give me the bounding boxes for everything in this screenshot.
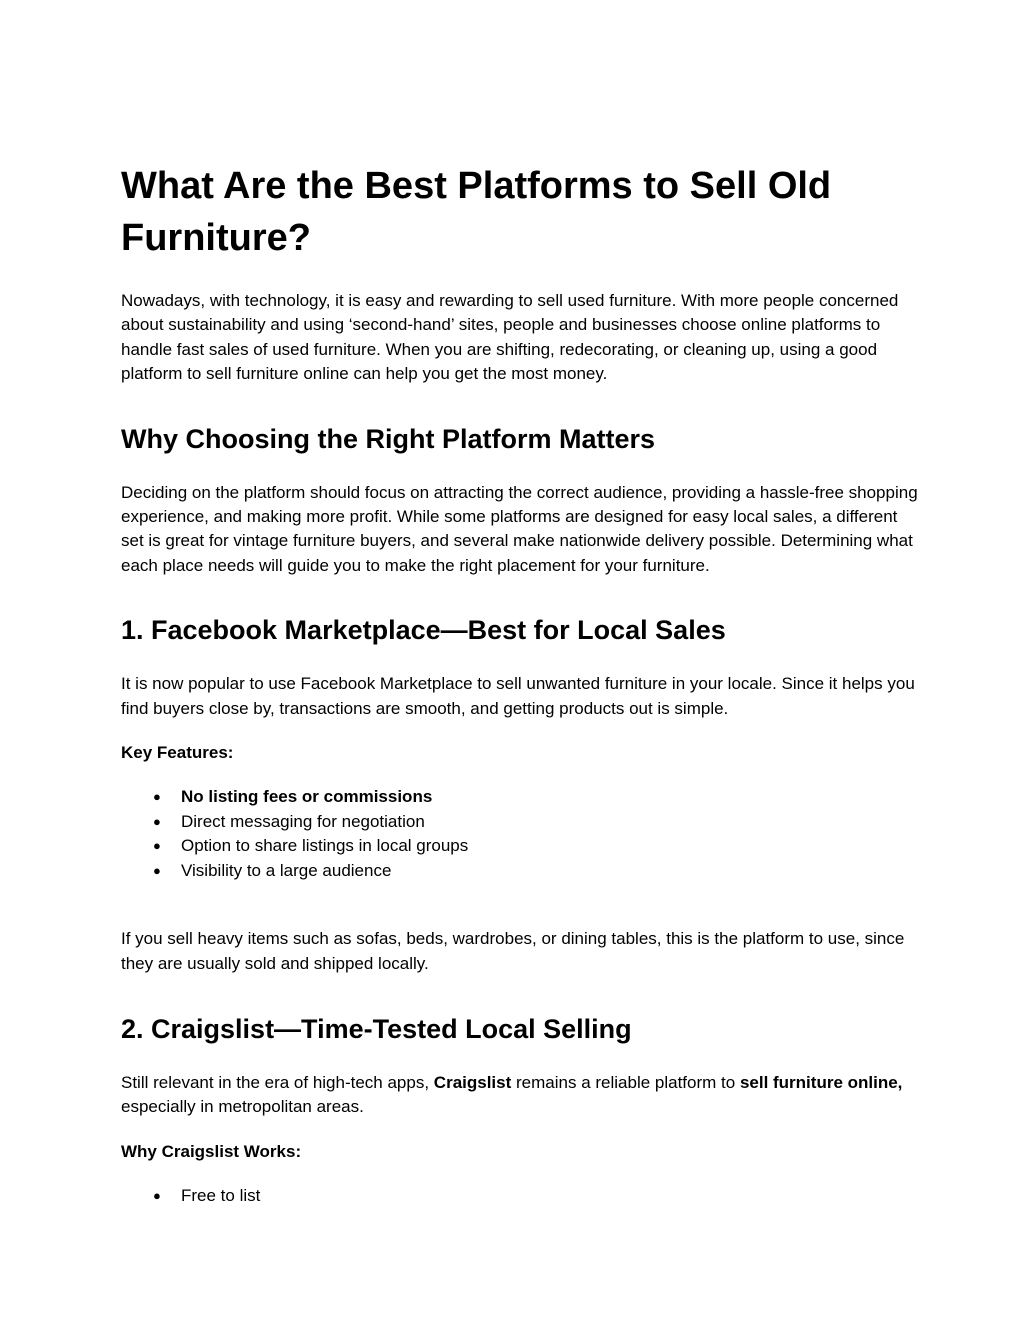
why-craigslist-list bbox=[121, 1184, 924, 1208]
key-features-label: Key Features: bbox=[121, 743, 234, 763]
list-item-text: Visibility to a large audience bbox=[181, 860, 392, 880]
list-item-text: Option to share listings in local groups bbox=[181, 836, 469, 856]
bullet-icon: ● bbox=[153, 838, 161, 854]
bullet-icon: ● bbox=[153, 862, 161, 878]
craigslist-heading: 2. Craigslist—Time-Tested Local Selling bbox=[121, 1013, 632, 1044]
list-item-text: Free to list bbox=[181, 1186, 261, 1206]
facebook-heading: 1. Facebook Marketplace—Best for Local Sales bbox=[121, 615, 726, 646]
page-title: What Are the Best Platforms to Sell Old Furniture? bbox=[121, 165, 832, 259]
list-item-text: Direct messaging for negotiation bbox=[181, 811, 425, 831]
craigslist-paragraph bbox=[121, 1071, 924, 1120]
list-item bbox=[121, 834, 924, 858]
bullet-icon: ● bbox=[153, 789, 161, 805]
craigslist-bold-2: sell furniture online, bbox=[739, 1072, 903, 1092]
bullet-icon: ● bbox=[153, 813, 161, 829]
facebook-closing-paragraph: If you sell heavy items such as sofas, beds, wardrobes, or dining tables, this is the platform to use, since they are usually sold and shipped locally. bbox=[121, 929, 905, 973]
craigslist-text-2: remains a reliable platform to bbox=[511, 1072, 740, 1092]
list-item-text: No listing fees or commissions bbox=[181, 787, 433, 807]
list-item bbox=[121, 1184, 924, 1208]
why-craigslist-label: Why Craigslist Works: bbox=[121, 1141, 302, 1161]
bullet-icon: ● bbox=[153, 1188, 161, 1204]
list-item bbox=[121, 785, 924, 809]
why-heading: Why Choosing the Right Platform Matters bbox=[121, 423, 656, 454]
key-features-list bbox=[121, 785, 924, 883]
intro-paragraph: Nowadays, with technology, it is easy and rewarding to sell used furniture. With more people concerned about sustainability and using ‘second-hand’ sites, people and businesses choose online platforms to handle fast sales of used furniture. When you are shifting, redecorating, or cleaning up, using a good platform to sell furniture online can help you get the most money. bbox=[121, 291, 899, 384]
craigslist-text-1: Still relevant in the era of high-tech apps, bbox=[121, 1072, 434, 1092]
craigslist-bold-1: Craigslist bbox=[433, 1072, 512, 1092]
why-paragraph: Deciding on the platform should focus on attracting the correct audience, providing a hassle-free shopping experience, and making more profit. While some platforms are designed for easy local sales, a different set is great for vintage furniture buyers, and several make nationwide delivery possible. Determining what each place needs will guide you to make the right placement for your furniture. bbox=[121, 482, 918, 575]
list-item bbox=[121, 810, 924, 834]
craigslist-text-3: especially in metropolitan areas. bbox=[121, 1097, 364, 1117]
facebook-paragraph: It is now popular to use Facebook Marketplace to sell unwanted furniture in your locale. Since it helps you find buyers close by, transactions are smooth, and getting products out is simple. bbox=[121, 674, 915, 718]
list-item bbox=[121, 859, 924, 883]
